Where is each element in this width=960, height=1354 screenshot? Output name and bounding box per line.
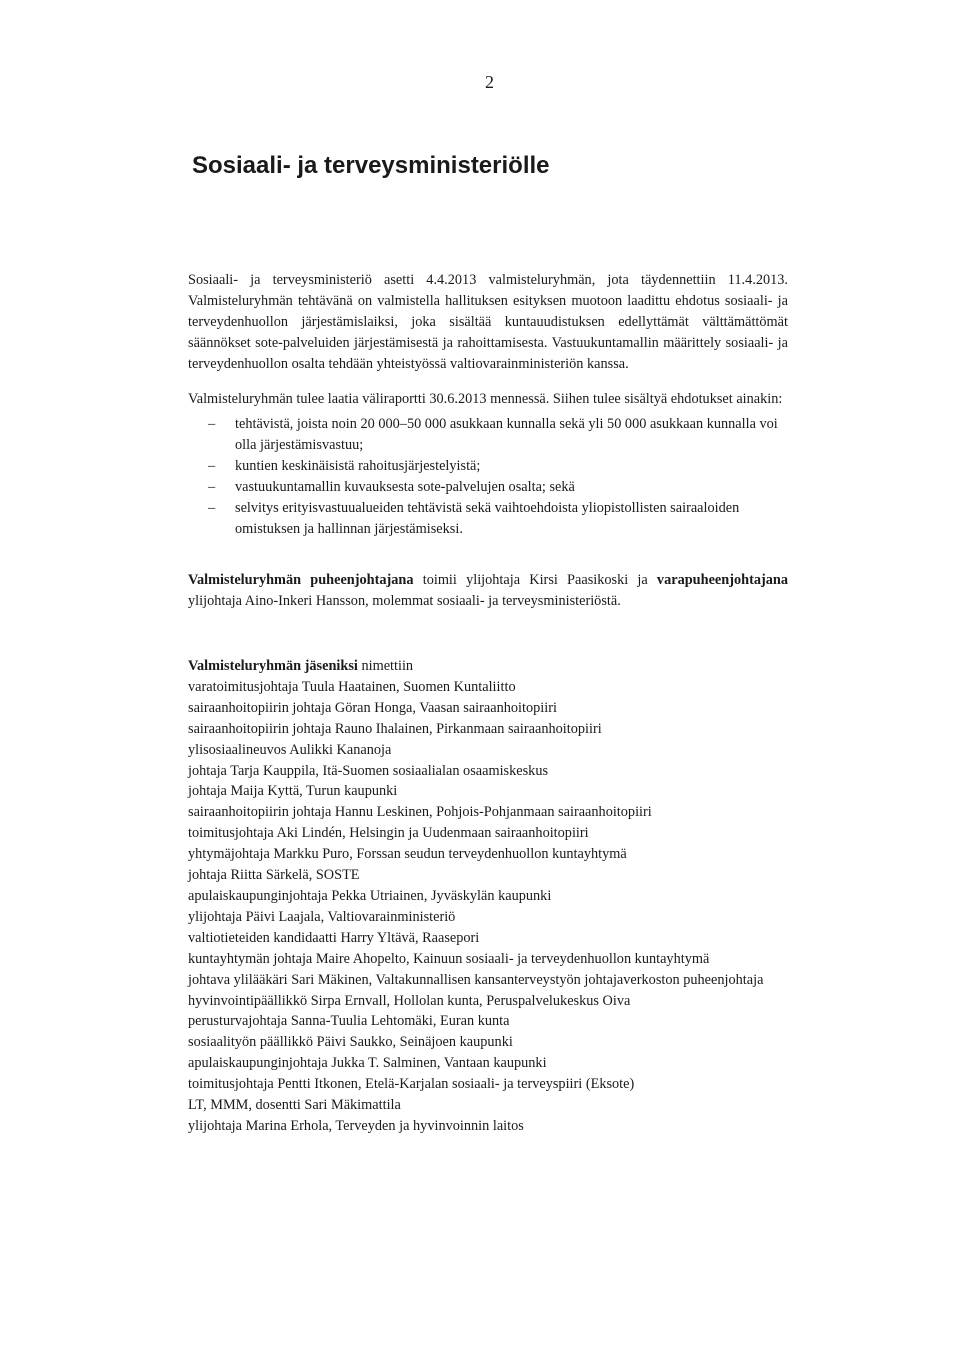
task-list [188,414,788,540]
list-item: – vastuukuntamallin kuvauksesta sote-palvelujen osalta; sekä [208,477,788,498]
members-intro-text: nimettiin [357,658,414,674]
member-line: apulaiskaupunginjohtaja Jukka T. Salminen, Vantaan kaupunki [188,1055,547,1072]
chair-label: Valmisteluryhmän puheenjohtajana [188,572,414,588]
member-line: hyvinvointipäällikkö Sirpa Ernvall, Hollolan kunta, Peruspalvelukeskus Oiva [188,992,631,1009]
list-item: – selvitys erityisvastuualueiden tehtävistä sekä vaihtoehdoista yliopistollisten sairaaloiden omistuksen ja hallinnan järjestämiseksi. [208,498,788,540]
report-paragraph: Valmisteluryhmän tulee laatia väliraportti 30.6.2013 mennessä. Siihen tulee sisältyä ehdotukset ainakin: [188,391,783,407]
member-line: johtaja Tarja Kauppila, Itä-Suomen sosiaalialan osaamiskeskus [188,762,549,779]
members-intro [188,656,788,677]
page-title: Sosiaali- ja terveysministeriölle [192,152,550,179]
intro-paragraph: Sosiaali- ja terveysministeriö asetti 4.4.2013 valmisteluryhmän, jota täydennettiin 11.4.2013. Valmisteluryhmän tehtävänä on valmistella hallituksen esityksen muotoon laadittu ehdotus sosiaali- ja terveydenhuollon järjestämislaiksi, joka sisältää kuntauudistuksen edellyttämät välttämättömät säännökset sote-palveluiden järjestämisestä ja rahoittamisesta. Vastuukuntamallin määrittely sosiaali- ja terveydenhuollon osalta tehdään yhteistyössä valtiovarainministeriön kanssa. [188,272,788,372]
member-line: johtava ylilääkäri Sari Mäkinen, Valtakunnallisen kansanterveystyön johtajaverkoston puheenjohtaja [188,971,764,988]
member-line: sairaanhoitopiirin johtaja Rauno Ihalainen, Pirkanmaan sairaanhoitopiiri [188,720,602,737]
member-line: sairaanhoitopiirin johtaja Göran Honga, Vaasan sairaanhoitopiiri [188,699,557,716]
member-line: LT, MMM, dosentti Sari Mäkimattila [188,1097,401,1114]
member-line: toimitusjohtaja Pentti Itkonen, Etelä-Karjalan sosiaali- ja terveyspiiri (Eksote) [188,1076,635,1093]
member-line: sairaanhoitopiirin johtaja Hannu Leskinen, Pohjois-Pohjanmaan sairaanhoitopiiri [188,804,652,821]
member-line: toimitusjohtaja Aki Lindén, Helsingin ja Uudenmaan sairaanhoitopiiri [188,825,589,842]
list-item: – kuntien keskinäisistä rahoitusjärjestelyistä; [208,456,788,477]
member-line: sosiaalityön päällikkö Päivi Saukko, Seinäjoen kaupunki [188,1034,513,1051]
chair-text: toimii ylijohtaja Kirsi Paasikoski ja [413,572,657,588]
member-line: varatoimitusjohtaja Tuula Haatainen, Suomen Kuntaliitto [188,678,516,695]
page-number: 2 [485,72,494,92]
member-line: kuntayhtymän johtaja Maire Ahopelto, Kainuun sosiaali- ja terveydenhuollon kuntayhtymä [188,950,710,967]
chair-paragraph [188,570,788,612]
list-item: – tehtävistä, joista noin 20 000–50 000 asukkaan kunnalla sekä yli 50 000 asukkaan kunnalla voi olla järjestämisvastuu; [208,414,788,456]
vice-chair-text: ylijohtaja Aino-Inkeri Hansson, molemmat sosiaali- ja terveysministeriöstä. [188,593,621,609]
vice-chair-label: varapuheenjohtajana [656,572,788,588]
members-section [188,656,788,1137]
member-line: yhtymäjohtaja Markku Puro, Forssan seudun terveydenhuollon kuntayhtymä [188,846,627,863]
member-line: valtiotieteiden kandidaatti Harry Yltävä, Raasepori [188,929,480,946]
member-line: ylisosiaalineuvos Aulikki Kananoja [188,741,392,758]
member-line: perusturvajohtaja Sanna-Tuulia Lehtomäki, Euran kunta [188,1013,510,1030]
member-line: apulaiskaupunginjohtaja Pekka Utriainen, Jyväskylän kaupunki [188,887,552,904]
member-line: johtaja Riitta Särkelä, SOSTE [188,867,360,884]
members-label: Valmisteluryhmän jäseniksi [188,658,358,674]
member-line: ylijohtaja Marina Erhola, Terveyden ja hyvinvoinnin laitos [188,1117,524,1134]
member-line: johtaja Maija Kyttä, Turun kaupunki [188,783,398,800]
member-line: ylijohtaja Päivi Laajala, Valtiovarainministeriö [188,908,456,925]
document-body [188,270,788,1137]
